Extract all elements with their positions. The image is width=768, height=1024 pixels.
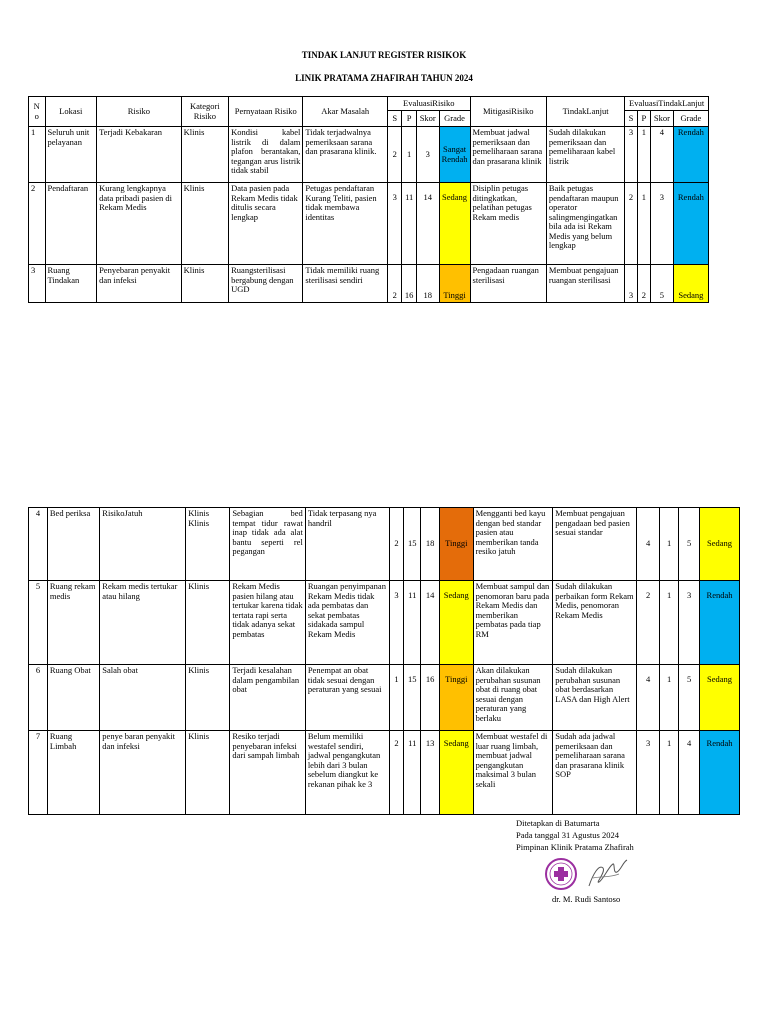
cell-kategori: Klinis	[186, 731, 230, 815]
cell-skor2: 3	[651, 183, 674, 265]
cell-tindak: Membuat pengajuan pengadaan bed pasien sesuai standar	[553, 508, 637, 581]
cell-pernyataan: Ruangsterilisasi bergabung dengan UGD	[229, 265, 303, 303]
cell-no: 2	[29, 183, 46, 265]
document-title: TINDAK LANJUT REGISTER RISIKOK	[301, 50, 467, 60]
col-skor: Skor	[416, 111, 439, 127]
cell-lokasi: Bed periksa	[47, 508, 99, 581]
cell-s: 3	[389, 581, 404, 665]
cell-mitigasi: Membuat jadwal pemeriksaan dan pemeliharaan sarana dan prasarana klinik	[470, 127, 546, 183]
stamp-signature-icon	[543, 856, 631, 892]
table-row	[29, 665, 740, 731]
cell-p: 11	[402, 183, 416, 265]
cell-p2: 1	[660, 581, 679, 665]
cell-lokasi: Ruang rekam medis	[47, 581, 99, 665]
cell-skor2: 5	[651, 265, 674, 303]
cell-p: 11	[404, 581, 421, 665]
cell-p: 1	[402, 127, 416, 183]
cell-grade-tinggi: Tinggi	[440, 665, 474, 731]
cell-kategori: Klinis	[181, 183, 228, 265]
cell-akar: Ruangan penyimpanan Rekam Medis tidak ada pembatas dan sekat pembatas sidakada sampul Rekam Medis	[305, 581, 389, 665]
cell-mitigasi: Membuat sampul dan penomoran baru pada Rekam Medis dan memberikan pembatas pada tiap RM	[473, 581, 553, 665]
cell-risiko: RisikoJatuh	[100, 508, 186, 581]
signer-name: dr. M. Rudi Santoso	[552, 894, 621, 904]
cell-skor: 13	[421, 731, 440, 815]
cell-s: 2	[389, 508, 404, 581]
cell-grade-sedang: Sedang	[439, 183, 470, 265]
cell-grade-sangat-rendah: Sangat Rendah	[439, 127, 470, 183]
col-tindak: TindakLanjut	[546, 97, 624, 127]
cell-risiko: penye baran penyakit dan infeksi	[100, 731, 186, 815]
col-grade: Grade	[439, 111, 470, 127]
cell-p2: 1	[637, 127, 650, 183]
cell-s2: 4	[637, 508, 660, 581]
cell-pernyataan: Kondisi kabel listrik di dalam plafon berantakan, tegangan arus listrik tidak stabil	[229, 127, 303, 183]
cell-no: 7	[29, 731, 48, 815]
cell-skor: 14	[421, 581, 440, 665]
cell-s2: 2	[637, 581, 660, 665]
cell-grade-sedang: Sedang	[440, 581, 474, 665]
col-skor2: Skor	[651, 111, 674, 127]
col-p: P	[402, 111, 416, 127]
cell-pernyataan: Data pasien pada Rekam Medis tidak ditulis secara lengkap	[229, 183, 303, 265]
cell-mitigasi: Disiplin petugas ditingkatkan, pelatihan petugas Rekam medis	[470, 183, 546, 265]
cell-tindak: Sudah dilakukan perbaikan form Rekam Medis, penomoran Rekam Medis	[553, 581, 637, 665]
col-risiko: Risiko	[97, 97, 182, 127]
table-row	[29, 581, 740, 665]
risk-table-2	[28, 507, 740, 815]
cell-p2: 1	[637, 183, 650, 265]
cell-lokasi: Ruang Tindakan	[45, 265, 97, 303]
cell-grade2-rendah: Rendah	[673, 183, 708, 265]
cell-s2: 3	[625, 265, 637, 303]
cell-grade2-sedang: Sedang	[700, 508, 740, 581]
cell-pernyataan: Rekam Medis pasien hilang atau tertukar karena tidak tertata rapi serta tidak adanya sekat pembatas	[230, 581, 306, 665]
cell-akar: Belum memiliki westafel sendiri, jadwal pengangkutan lebih dari 3 bulan sebelum diangkut ke rekanan pihak ke 3	[305, 731, 389, 815]
cell-mitigasi: Akan dilakukan perubahan susunan obat di ruang obat sesuai dengan peraturan yang berlaku	[473, 665, 553, 731]
cell-akar: Tidak terpasang nya handril	[305, 508, 389, 581]
cell-skor: 18	[421, 508, 440, 581]
cell-tindak: Membuat pengajuan ruangan sterilisasi	[546, 265, 624, 303]
col-mitigasi: MitigasiRisiko	[470, 97, 546, 127]
cell-p2: 1	[660, 665, 679, 731]
col-evaluasi-tl: EvaluasiTindakLanjut	[625, 97, 709, 111]
cell-s: 2	[389, 731, 404, 815]
cell-skor2: 5	[679, 665, 700, 731]
cell-no: 4	[29, 508, 48, 581]
cell-skor: 14	[416, 183, 439, 265]
cell-grade2-rendah: Rendah	[673, 127, 708, 183]
cell-mitigasi: Mengganti bed kayu dengan bed standar pasien atau memberikan tanda resiko jatuh	[473, 508, 553, 581]
cell-p: 15	[404, 508, 421, 581]
table-row	[29, 127, 709, 183]
cell-s: 2	[388, 265, 402, 303]
risk-table-1	[28, 96, 709, 303]
cell-tindak: Sudah dilakukan pemeriksaan dan pemeliharaan kabel listrik	[546, 127, 624, 183]
cell-grade-tinggi: Tinggi	[440, 508, 474, 581]
cell-akar: Petugas pendaftaran Kurang Teliti, pasien tidak membawa identitas	[303, 183, 388, 265]
cell-lokasi: Seluruh unit pelayanan	[45, 127, 97, 183]
cell-akar: Tidak terjadwalnya pemeriksaan sarana dan prasarana klinik.	[303, 127, 388, 183]
cell-skor2: 3	[679, 581, 700, 665]
cell-s2: 2	[625, 183, 637, 265]
cell-kategori: Klinis Klinis	[186, 508, 230, 581]
cell-s2: 3	[637, 731, 660, 815]
cell-risiko: Kurang lengkapnya data pribadi pasien di Rekam Medis	[97, 183, 182, 265]
col-evaluasi: EvaluasiRisiko	[388, 97, 471, 111]
col-grade2: Grade	[673, 111, 708, 127]
cell-skor2: 5	[679, 508, 700, 581]
cell-tindak: Baik petugas pendaftaran maupun operator salingmengingatkan bila ada isi Rekam Medis yang belum lengkap	[546, 183, 624, 265]
cell-pernyataan: Terjadi kesalahan dalam pengambilan obat	[230, 665, 306, 731]
cell-grade-tinggi: Tinggi	[439, 265, 470, 303]
cell-lokasi: Ruang Limbah	[47, 731, 99, 815]
cell-mitigasi: Membuat westafel di luar ruang limbah, membuat jadwal pengangkutan maksimal 3 bulan sekali	[473, 731, 553, 815]
col-lokasi: Lokasi	[45, 97, 97, 127]
cell-grade-sedang: Sedang	[440, 731, 474, 815]
col-akar: Akar Masalah	[303, 97, 388, 127]
col-s2: S	[625, 111, 637, 127]
cell-akar: Tidak memiliki ruang sterilisasi sendiri	[303, 265, 388, 303]
cell-tindak: Sudah dilakukan perubahan susunan obat berdasarkan LASA dan High Alert	[553, 665, 637, 731]
col-s: S	[388, 111, 402, 127]
footer-date: Pada tanggal 31 Agustus 2024	[516, 830, 619, 840]
cell-p: 11	[404, 731, 421, 815]
cell-mitigasi: Pengadaan ruangan sterilisasi	[470, 265, 546, 303]
cell-no: 3	[29, 265, 46, 303]
cell-pernyataan: Sebagian bed tempat tidur rawat inap tidak ada alat bantu seperti rel pegangan	[230, 508, 306, 581]
cell-skor2: 4	[679, 731, 700, 815]
col-p2: P	[637, 111, 650, 127]
cell-tindak: Sudah ada jadwal pemeriksaan dan pemeliharaan sarana dan prasarana klinik SOP	[553, 731, 637, 815]
cell-s: 2	[388, 127, 402, 183]
cell-grade2-rendah: Rendah	[700, 731, 740, 815]
footer-location: Ditetapkan di Batumarta	[516, 818, 600, 828]
col-kategori: Kategori Risiko	[181, 97, 228, 127]
cell-risiko: Penyebaran penyakit dan infeksi	[97, 265, 182, 303]
cell-skor2: 4	[651, 127, 674, 183]
cell-s: 3	[388, 183, 402, 265]
cell-p: 16	[402, 265, 416, 303]
col-no: N o	[29, 97, 46, 127]
cell-p2: 1	[660, 731, 679, 815]
cell-kategori: Klinis	[186, 665, 230, 731]
col-pernyataan: Pernyataan Risiko	[229, 97, 303, 127]
cell-kategori: Klinis	[181, 265, 228, 303]
cell-grade2-rendah: Rendah	[700, 581, 740, 665]
table-row	[29, 731, 740, 815]
cell-kategori: Klinis	[186, 581, 230, 665]
cell-skor: 3	[416, 127, 439, 183]
cell-skor: 18	[416, 265, 439, 303]
cell-akar: Penempat an obat tidak sesuai dengan peraturan yang sesuai	[305, 665, 389, 731]
cell-p: 15	[404, 665, 421, 731]
cell-s2: 3	[625, 127, 637, 183]
cell-lokasi: Ruang Obat	[47, 665, 99, 731]
cell-no: 5	[29, 581, 48, 665]
document-subtitle: LINIK PRATAMA ZHAFIRAH TAHUN 2024	[295, 73, 473, 83]
cell-risiko: Rekam medis tertukar atau hilang	[100, 581, 186, 665]
cell-pernyataan: Resiko terjadi penyebaran infeksi dari sampah limbah	[230, 731, 306, 815]
cell-s2: 4	[637, 665, 660, 731]
table-row	[29, 183, 709, 265]
cell-risiko: Terjadi Kebakaran	[97, 127, 182, 183]
cell-p2: 2	[637, 265, 650, 303]
cell-risiko: Salah obat	[100, 665, 186, 731]
cell-skor: 16	[421, 665, 440, 731]
cell-s: 1	[389, 665, 404, 731]
cell-kategori: Klinis	[181, 127, 228, 183]
footer-position: Pimpinan Klinik Pratama Zhafirah	[516, 842, 634, 852]
cell-p2: 1	[660, 508, 679, 581]
cell-grade2-sedang: Sedang	[673, 265, 708, 303]
table-row	[29, 265, 709, 303]
cell-no: 6	[29, 665, 48, 731]
table-row	[29, 508, 740, 581]
cell-grade2-sedang: Sedang	[700, 665, 740, 731]
cell-no: 1	[29, 127, 46, 183]
cell-lokasi: Pendaftaran	[45, 183, 97, 265]
